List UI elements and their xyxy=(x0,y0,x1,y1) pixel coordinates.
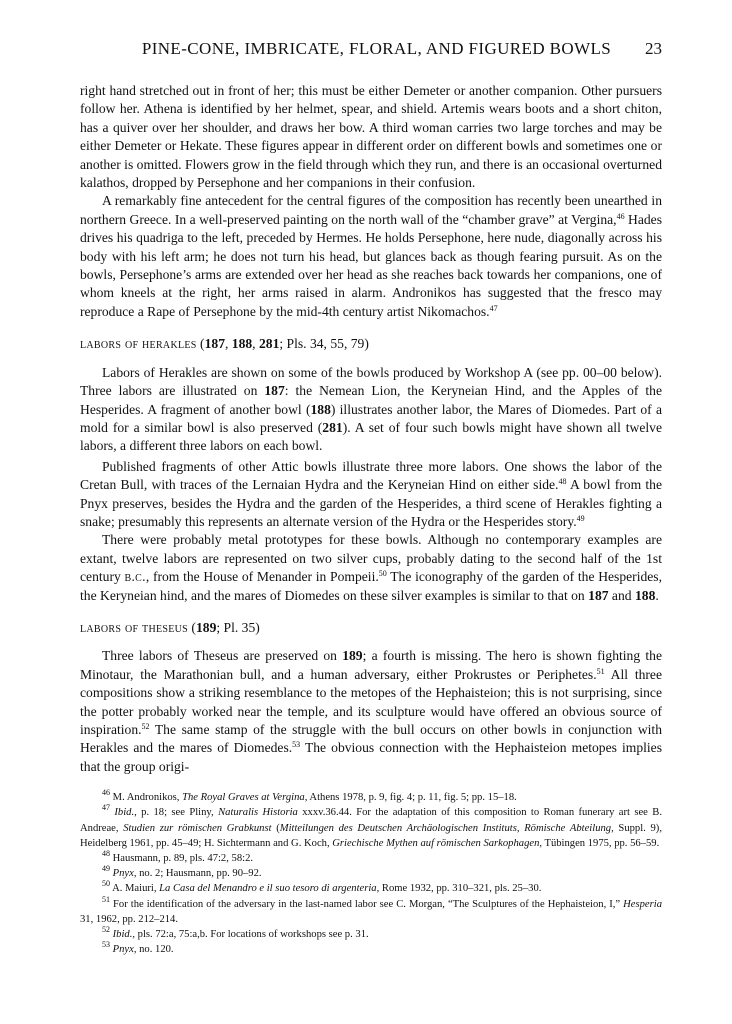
body-paragraph-2 xyxy=(80,192,662,321)
section-title: labors of herakles xyxy=(80,336,197,352)
catalogue-ref: 188 xyxy=(231,336,253,352)
era-abbrev: b.c. xyxy=(124,569,146,585)
footnote-ref-48[interactable]: 48 xyxy=(558,477,567,487)
footnotes xyxy=(80,790,662,957)
footnote-number: 51 xyxy=(102,894,110,904)
herakles-paragraph-3 xyxy=(80,531,662,605)
text: ; Pls. 34, 55, 79) xyxy=(279,336,369,352)
catalogue-ref: 189 xyxy=(195,619,217,635)
footnote-number: 48 xyxy=(102,849,110,859)
text: All three compositions show a striking resemblance to the metopes of the Hephaisteion; this is not surprising, since the potter probably worked near the temple, and its sculpture would have offered an obvious source of inspiration. xyxy=(80,666,662,737)
text: ) illustrates another labor, the Mares of Diomedes. Part of a mold for a similar bowl is also preserved ( xyxy=(80,401,662,435)
section-title: labors of theseus xyxy=(80,619,189,635)
text: Tübingen 1975, pp. 56–59. xyxy=(542,837,660,849)
title: Pnyx, xyxy=(110,868,137,880)
text: 31, 1962, pp. 212–214. xyxy=(80,913,178,925)
catalogue-ref: 188 xyxy=(634,587,656,603)
text: Hades drives his quadriga to the left, preceded by Hermes. He holds Persephone, here nude, diagonally across his body with his left arm; he does not turn his head, but glances back as though fearing pursuit. As on the bowls, Persephone’s arms are extended over her head as she reaches back towards her companions, one of whom kneels at the right, her arms raised in alarm. Andronikos has suggested that the fresco may reproduce a Rape of Persephone by the mid-4th century artist Nikomachos. xyxy=(80,211,662,319)
text: no. 2; Hausmann, pp. 90–92. xyxy=(136,868,262,880)
footnote-46 xyxy=(80,790,662,805)
title: Hesperia xyxy=(623,898,662,910)
running-header xyxy=(80,40,662,70)
catalogue-ref: 187 xyxy=(264,383,285,399)
text: right hand stretched out in front of her; this must be either Demeter or another companion. Other pursuers follow her. Athena is identified by her helmet, spear, and shield. Artemis wears boots and a short chiton, has a quiver over her shoulder, and draws her bow. A third woman carries two large torches and may be either Demeter or Hekate. These figures appear in different order on different bowls and sometimes one or another is omitted. Flowers grow in the field through which they run, and there is an occasional overturned kalathos, dropped by Persephone and her companions in their confusion. xyxy=(80,83,662,191)
catalogue-ref: 281 xyxy=(258,336,280,352)
text: A. Maiuri, xyxy=(110,883,160,895)
theseus-paragraph-1 xyxy=(80,647,662,776)
title: La Casa del Menandro e il suo tesoro di argenteria, xyxy=(159,883,380,895)
footnote-number: 50 xyxy=(102,879,110,889)
text: ( xyxy=(196,336,205,352)
text: pls. 72:a, 75:a,b. For locations of workshops see p. 31. xyxy=(135,929,369,941)
footnote-51 xyxy=(80,894,662,927)
text: no. 120. xyxy=(136,944,174,956)
text: M. Andronikos, xyxy=(110,792,183,804)
title: Ibid., xyxy=(110,929,136,941)
running-head-title: PINE-CONE, IMBRICATE, FLORAL, AND FIGURED BOWLS xyxy=(141,39,612,58)
catalogue-ref: 281 xyxy=(322,419,343,435)
text: The same stamp of the struggle with the bull occurs on other bowls in conjunction with Herakles and the mares of Diomedes. xyxy=(80,722,662,756)
footnote-ref-51[interactable]: 51 xyxy=(596,666,605,676)
footnote-ref-53[interactable]: 53 xyxy=(292,740,301,750)
text: ; Pl. 35) xyxy=(216,619,260,635)
title: The Royal Graves at Vergina, xyxy=(182,792,308,804)
footnote-number: 46 xyxy=(102,788,110,798)
footnote-number: 49 xyxy=(102,864,110,874)
footnote-ref-49[interactable]: 49 xyxy=(576,513,585,523)
text: . xyxy=(655,587,659,603)
herakles-paragraph-1 xyxy=(80,364,662,456)
text: Labors of Herakles are shown on some of the bowls produced by Workshop A (see pp. 00–00 below). Three labors are illustrated on xyxy=(80,364,662,399)
catalogue-ref: 187 xyxy=(204,336,225,352)
text: p. 18; see Pliny, xyxy=(136,807,219,819)
text: For the identification of the adversary in the last-named labor see C. Morgan, “The Sculptures of the Hephaisteion, I,” xyxy=(110,898,624,910)
text: Athens 1978, p. 9, fig. 4; p. 11, fig. 5; pp. 15–18. xyxy=(307,792,517,804)
footnote-number: 47 xyxy=(102,803,110,813)
footnote-ref-50[interactable]: 50 xyxy=(378,569,387,579)
footnote-47 xyxy=(80,805,662,851)
text: Three labors of Theseus are preserved on xyxy=(102,648,343,664)
text: The iconography of the garden of the Hesperides, the Keryneian hind, and the mares of Diomedes on these silver examples is similar to that on xyxy=(80,569,662,603)
title: Pnyx, xyxy=(110,944,137,956)
text: Hausmann, p. 89, pls. 47:2, 58:2. xyxy=(110,853,254,865)
catalogue-ref: 189 xyxy=(342,648,363,664)
title: Ibid., xyxy=(110,807,137,819)
catalogue-ref: 187 xyxy=(588,587,609,603)
title: Studien zur römischen Grabkunst xyxy=(123,822,272,834)
text: and xyxy=(608,587,635,603)
title: Mitteilungen des Deutschen Archäologischen Instituts, Römische Abteilung, xyxy=(279,822,614,834)
title: Griechische Mythen auf römischen Sarkophagen, xyxy=(332,837,543,849)
footnote-50 xyxy=(80,881,662,896)
text: ( xyxy=(271,822,280,834)
footnote-ref-52[interactable]: 52 xyxy=(141,722,150,731)
section-heading-herakles xyxy=(80,335,662,353)
section-heading-theseus xyxy=(80,619,662,637)
text: A remarkably fine antecedent for the central figures of the composition has recently been unearthed in northern Greece. In a well-preserved painting on the north wall of the “chamber grave” at Vergina, xyxy=(80,193,662,227)
body-paragraph-1 xyxy=(80,82,662,192)
text: Published fragments of other Attic bowls illustrate three more labors. One shows the labor of the Cretan Bull, with traces of the Lernaian Hydra and the Keryneian Hind on either side. xyxy=(80,458,662,493)
text: : the Nemean Lion, the Keryneian Hind, and the Apples of the Hesperides. A fragment of another bowl ( xyxy=(80,383,662,417)
footnote-number: 53 xyxy=(102,940,110,950)
footnote-48 xyxy=(80,851,662,866)
text: Rome 1932, pp. 310–321, pls. 25–30. xyxy=(379,883,542,895)
page-number: 23 xyxy=(645,39,662,58)
text: There were probably metal prototypes for these bowls. Although no contemporary examples are extant, twelve labors are represented on two silver cups, probably dating to the second half of the 1st century xyxy=(80,532,662,585)
text: Suppl. 9), Heidelberg 1961, pp. 45–49; H. Sichtermann and G. Koch, xyxy=(80,822,662,849)
footnote-number: 52 xyxy=(102,925,110,935)
text: , xyxy=(224,336,232,352)
text: A bowl from the Pnyx preserves, besides the Hydra and the garden of the Hesperides, a third scene of Herakles fighting a snake; presumably this represents an alternate version of the Hydra or the Hesperides story. xyxy=(80,477,662,529)
text: ( xyxy=(188,619,196,635)
footnote-ref-47[interactable]: 47 xyxy=(489,303,498,313)
text: The obvious connection with the Hephaisteion metopes implies that the group origi- xyxy=(80,740,663,774)
text: ; a fourth is missing. The hero is shown fighting the Minotaur, the Marathonian bull, and a human adversary, either Prokrustes or Periphetes. xyxy=(80,648,662,682)
title: Naturalis Historia xyxy=(218,807,298,819)
catalogue-ref: 188 xyxy=(310,401,331,417)
herakles-paragraph-2 xyxy=(80,458,662,532)
footnote-49 xyxy=(80,866,662,881)
text: , xyxy=(252,336,259,352)
text: , from the House of Menander in Pompeii. xyxy=(145,569,379,585)
text: ). A set of four such bowls might have shown all twelve labors, a different three labors on each bowl. xyxy=(80,419,662,454)
footnote-52 xyxy=(80,927,662,942)
text: xxxv.36.44. For the adaptation of this composition to Roman funerary art see B. Andreae, xyxy=(80,807,662,834)
footnote-53 xyxy=(80,942,662,957)
footnote-ref-46[interactable]: 46 xyxy=(616,211,625,221)
